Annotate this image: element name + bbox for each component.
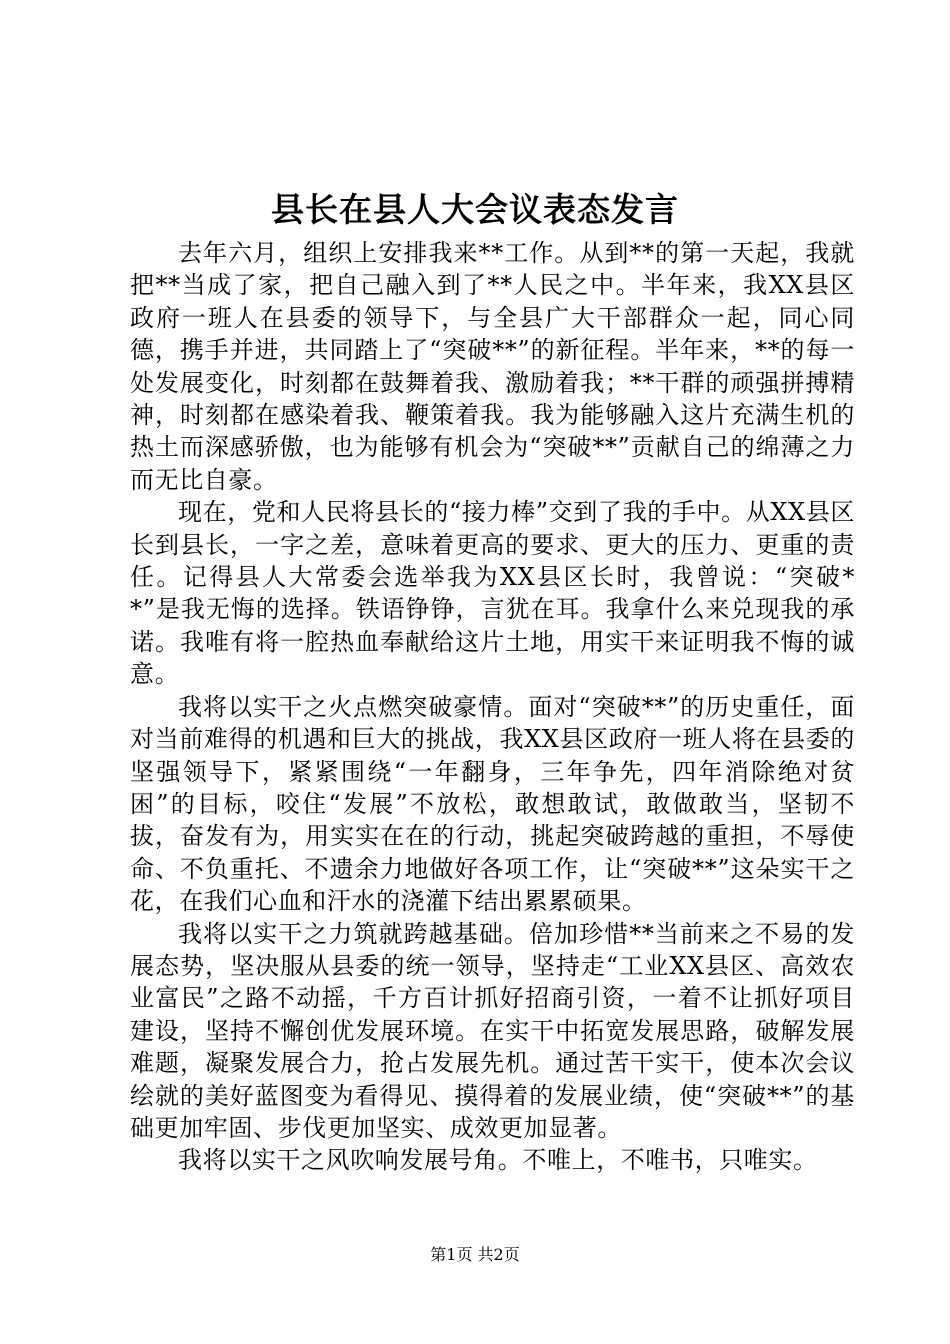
paragraph-5: 我将以实干之风吹响发展号角。不唯上，不唯书，只唯实。 [178, 1146, 818, 1175]
document-body [130, 237, 855, 1177]
paragraph-3: 我将以实干之火点燃突破豪情。面对“突破**”的历史重任，面对当前难得的机遇和巨大的挑战，我XX县区政府一班人将在县委的坚强领导下，紧紧围绕“一年翻身，三年争先，四年消除绝对贫困”的目标，咬住“发展”不放松，敢想敢试，敢做敢当，坚韧不拔，奋发有为，用实实在在的行动，挑起突破跨越的重担，不辱使命、不负重托、不遗余力地做好各项工作，让“突破**”这朵实干之花，在我们心血和汗水的浇灌下结出累累硕果。 [130, 692, 855, 916]
paragraph-1: 去年六月，组织上安排我来**工作。从到**的第一天起，我就把**当成了家，把自己融入到了**人民之中。半年来，我XX县区政府一班人在县委的领导下，与全县广大干部群众一起，同心同德，携手并进，共同踏上了“突破**”的新征程。半年来，**的每一处发展变化，时刻都在鼓舞着我、激励着我；**干群的顽强拼搏精神，时刻都在感染着我、鞭策着我。我为能够融入这片充满生机的热土而深感骄傲，也为能够有机会为“突破**”贡献自己的绵薄之力而无比自豪。 [130, 239, 855, 494]
paragraph-4: 我将以实干之力筑就跨越基础。倍加珍惜**当前来之不易的发展态势，坚决服从县委的统一领导，坚持走“工业XX县区、高效农业富民”之路不动摇，千方百计抓好招商引资，一着不让抓好项目建设，坚持不懈创优发展环境。在实干中拓宽发展思路，破解发展难题，凝聚发展合力，抢占发展先机。通过苦干实干，使本次会议绘就的美好蓝图变为看得见、摸得着的发展业绩，使“突破**”的基础更加牢固、步伐更加坚实、成效更加显著。 [130, 919, 855, 1142]
document-title: 县长在县人大会议表态发言 [271, 190, 679, 229]
page-number-footer: 第1页 共2页 [430, 1245, 520, 1264]
paragraph-2: 现在，党和人民将县长的“接力棒”交到了我的手中。从XX县区长到县长，一字之差，意味着更高的要求、更大的压力、更重的责任。记得县人大常委会选举我为XX县区长时，我曾说：“突破**”是我无悔的选择。铁语铮铮，言犹在耳。我拿什么来兑现我的承诺。我唯有将一腔热血奉献给这片土地，用实干来证明我不悔的诚意。 [130, 498, 855, 689]
